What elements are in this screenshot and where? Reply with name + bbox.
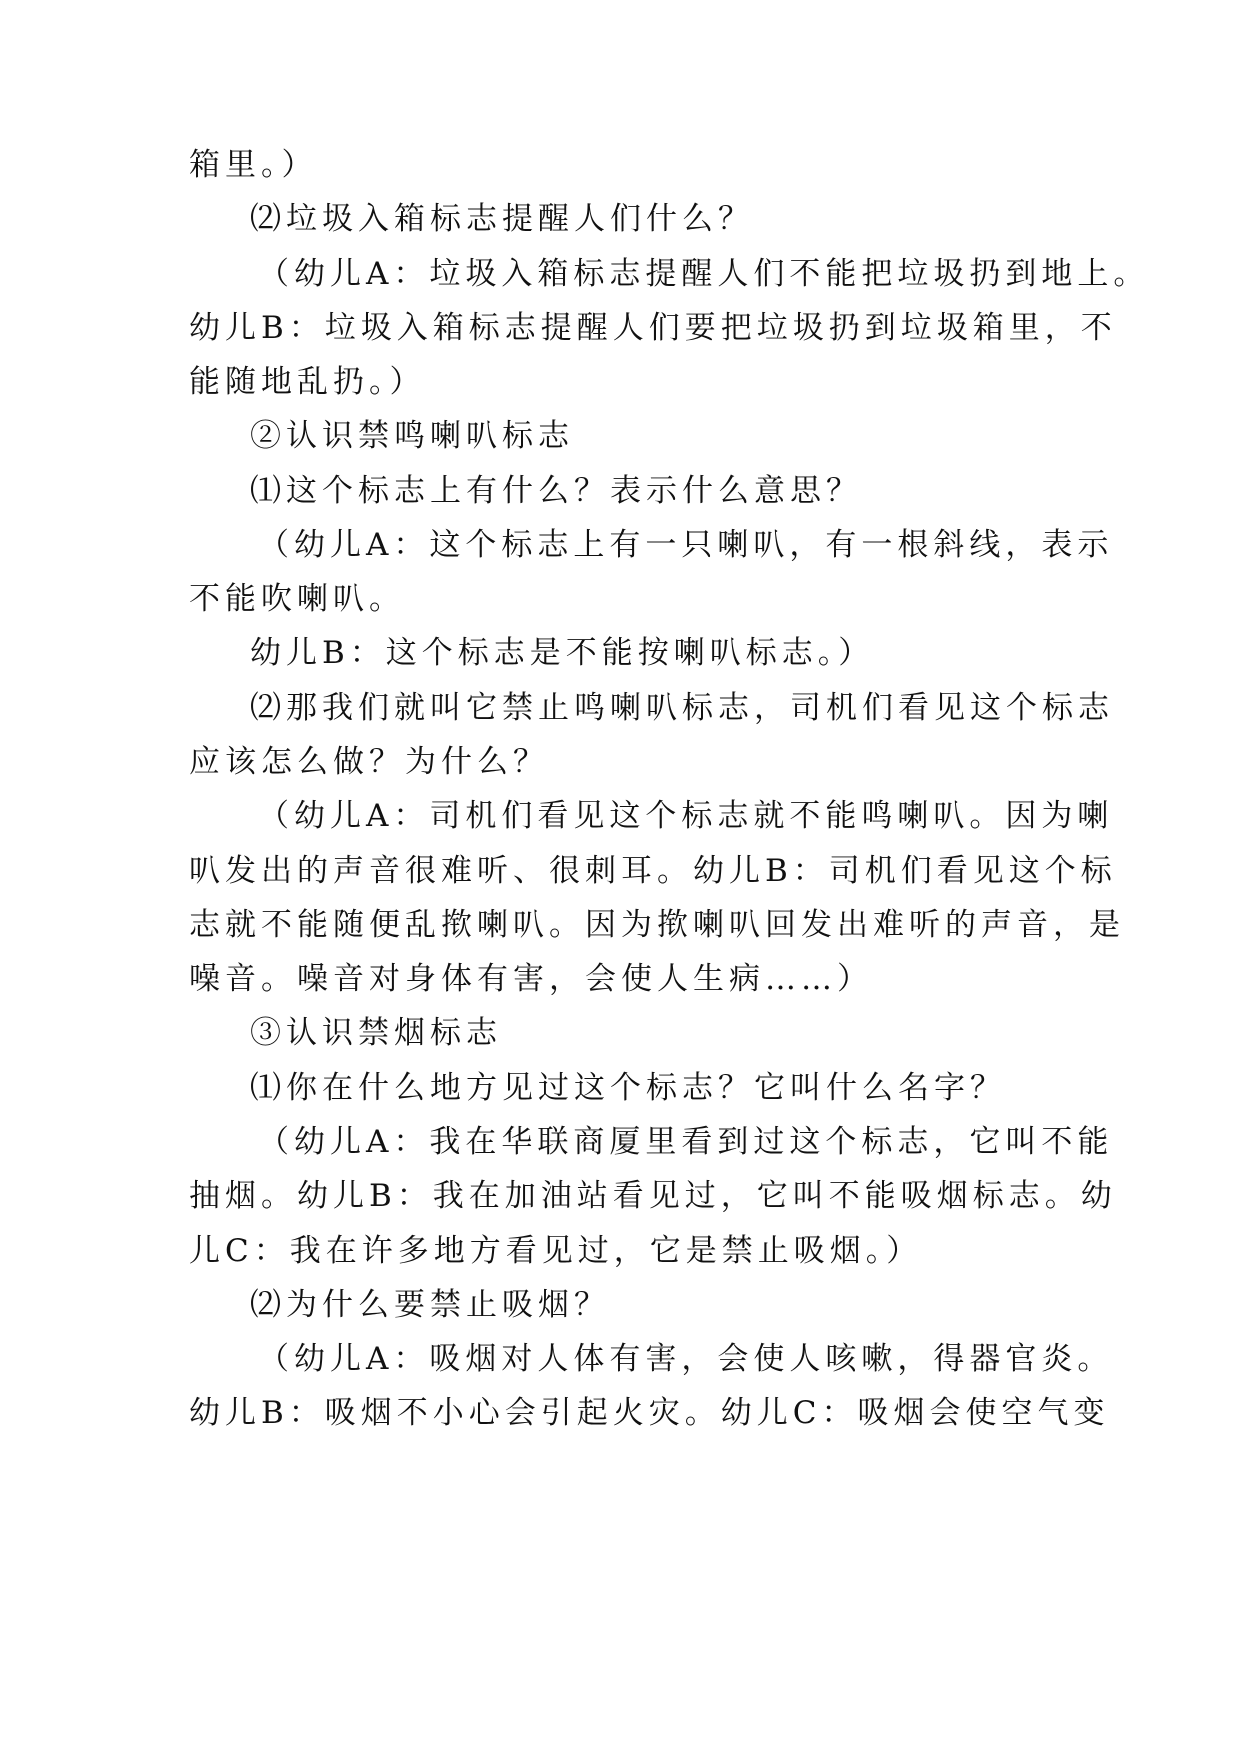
text-line: ⑴这个标志上有什么？表示什么意思？ (250, 473, 862, 509)
text-line: 儿C：我在许多地方看见过，它是禁止吸烟。） (189, 1233, 923, 1269)
text-line: （幼儿A：这个标志上有一只喇叭，有一根斜线，表示 (258, 527, 1114, 563)
text-line: （幼儿A：司机们看见这个标志就不能鸣喇叭。因为喇 (258, 798, 1114, 834)
text-line: 幼儿B：垃圾入箱标志提醒人们要把垃圾扔到垃圾箱里，不 (189, 310, 1117, 346)
text-line: （幼儿A：吸烟对人体有害，会使人咳嗽，得器官炎。 (258, 1341, 1114, 1377)
text-line: 志就不能随便乱揿喇叭。因为揿喇叭回发出难听的声音，是 (189, 907, 1125, 943)
text-line: 不能吹喇叭。 (189, 581, 405, 617)
text-line: 噪音。噪音对身体有害，会使人生病……） (189, 961, 873, 997)
text-line: 抽烟。幼儿B：我在加油站看见过，它叫不能吸烟标志。幼 (189, 1178, 1117, 1214)
text-line: ⑵那我们就叫它禁止鸣喇叭标志，司机们看见这个标志 (250, 690, 1114, 726)
text-line: ⑵垃圾入箱标志提醒人们什么？ (250, 201, 754, 237)
text-line: 能随地乱扔。） (189, 364, 426, 400)
text-line: ⑴你在什么地方见过这个标志？它叫什么名字？ (250, 1070, 1006, 1106)
text-line: 应该怎么做？为什么？ (189, 744, 549, 780)
text-line: （幼儿A：垃圾入箱标志提醒人们不能把垃圾扔到地上。 (258, 256, 1150, 292)
text-line: ⑵为什么要禁止吸烟？ (250, 1287, 610, 1323)
section-heading: ③认识禁烟标志 (250, 1015, 502, 1051)
text-line: 幼儿B：吸烟不小心会引起火灾。幼儿C：吸烟会使空气变 (189, 1395, 1110, 1431)
section-heading: ②认识禁鸣喇叭标志 (250, 418, 574, 454)
text-line: 幼儿B：这个标志是不能按喇叭标志。） (250, 635, 875, 671)
text-line: 叭发出的声音很难听、很刺耳。幼儿B：司机们看见这个标 (189, 853, 1117, 889)
text-line: （幼儿A：我在华联商厦里看到过这个标志，它叫不能 (258, 1124, 1114, 1160)
text-line: 箱里。） (189, 147, 318, 183)
